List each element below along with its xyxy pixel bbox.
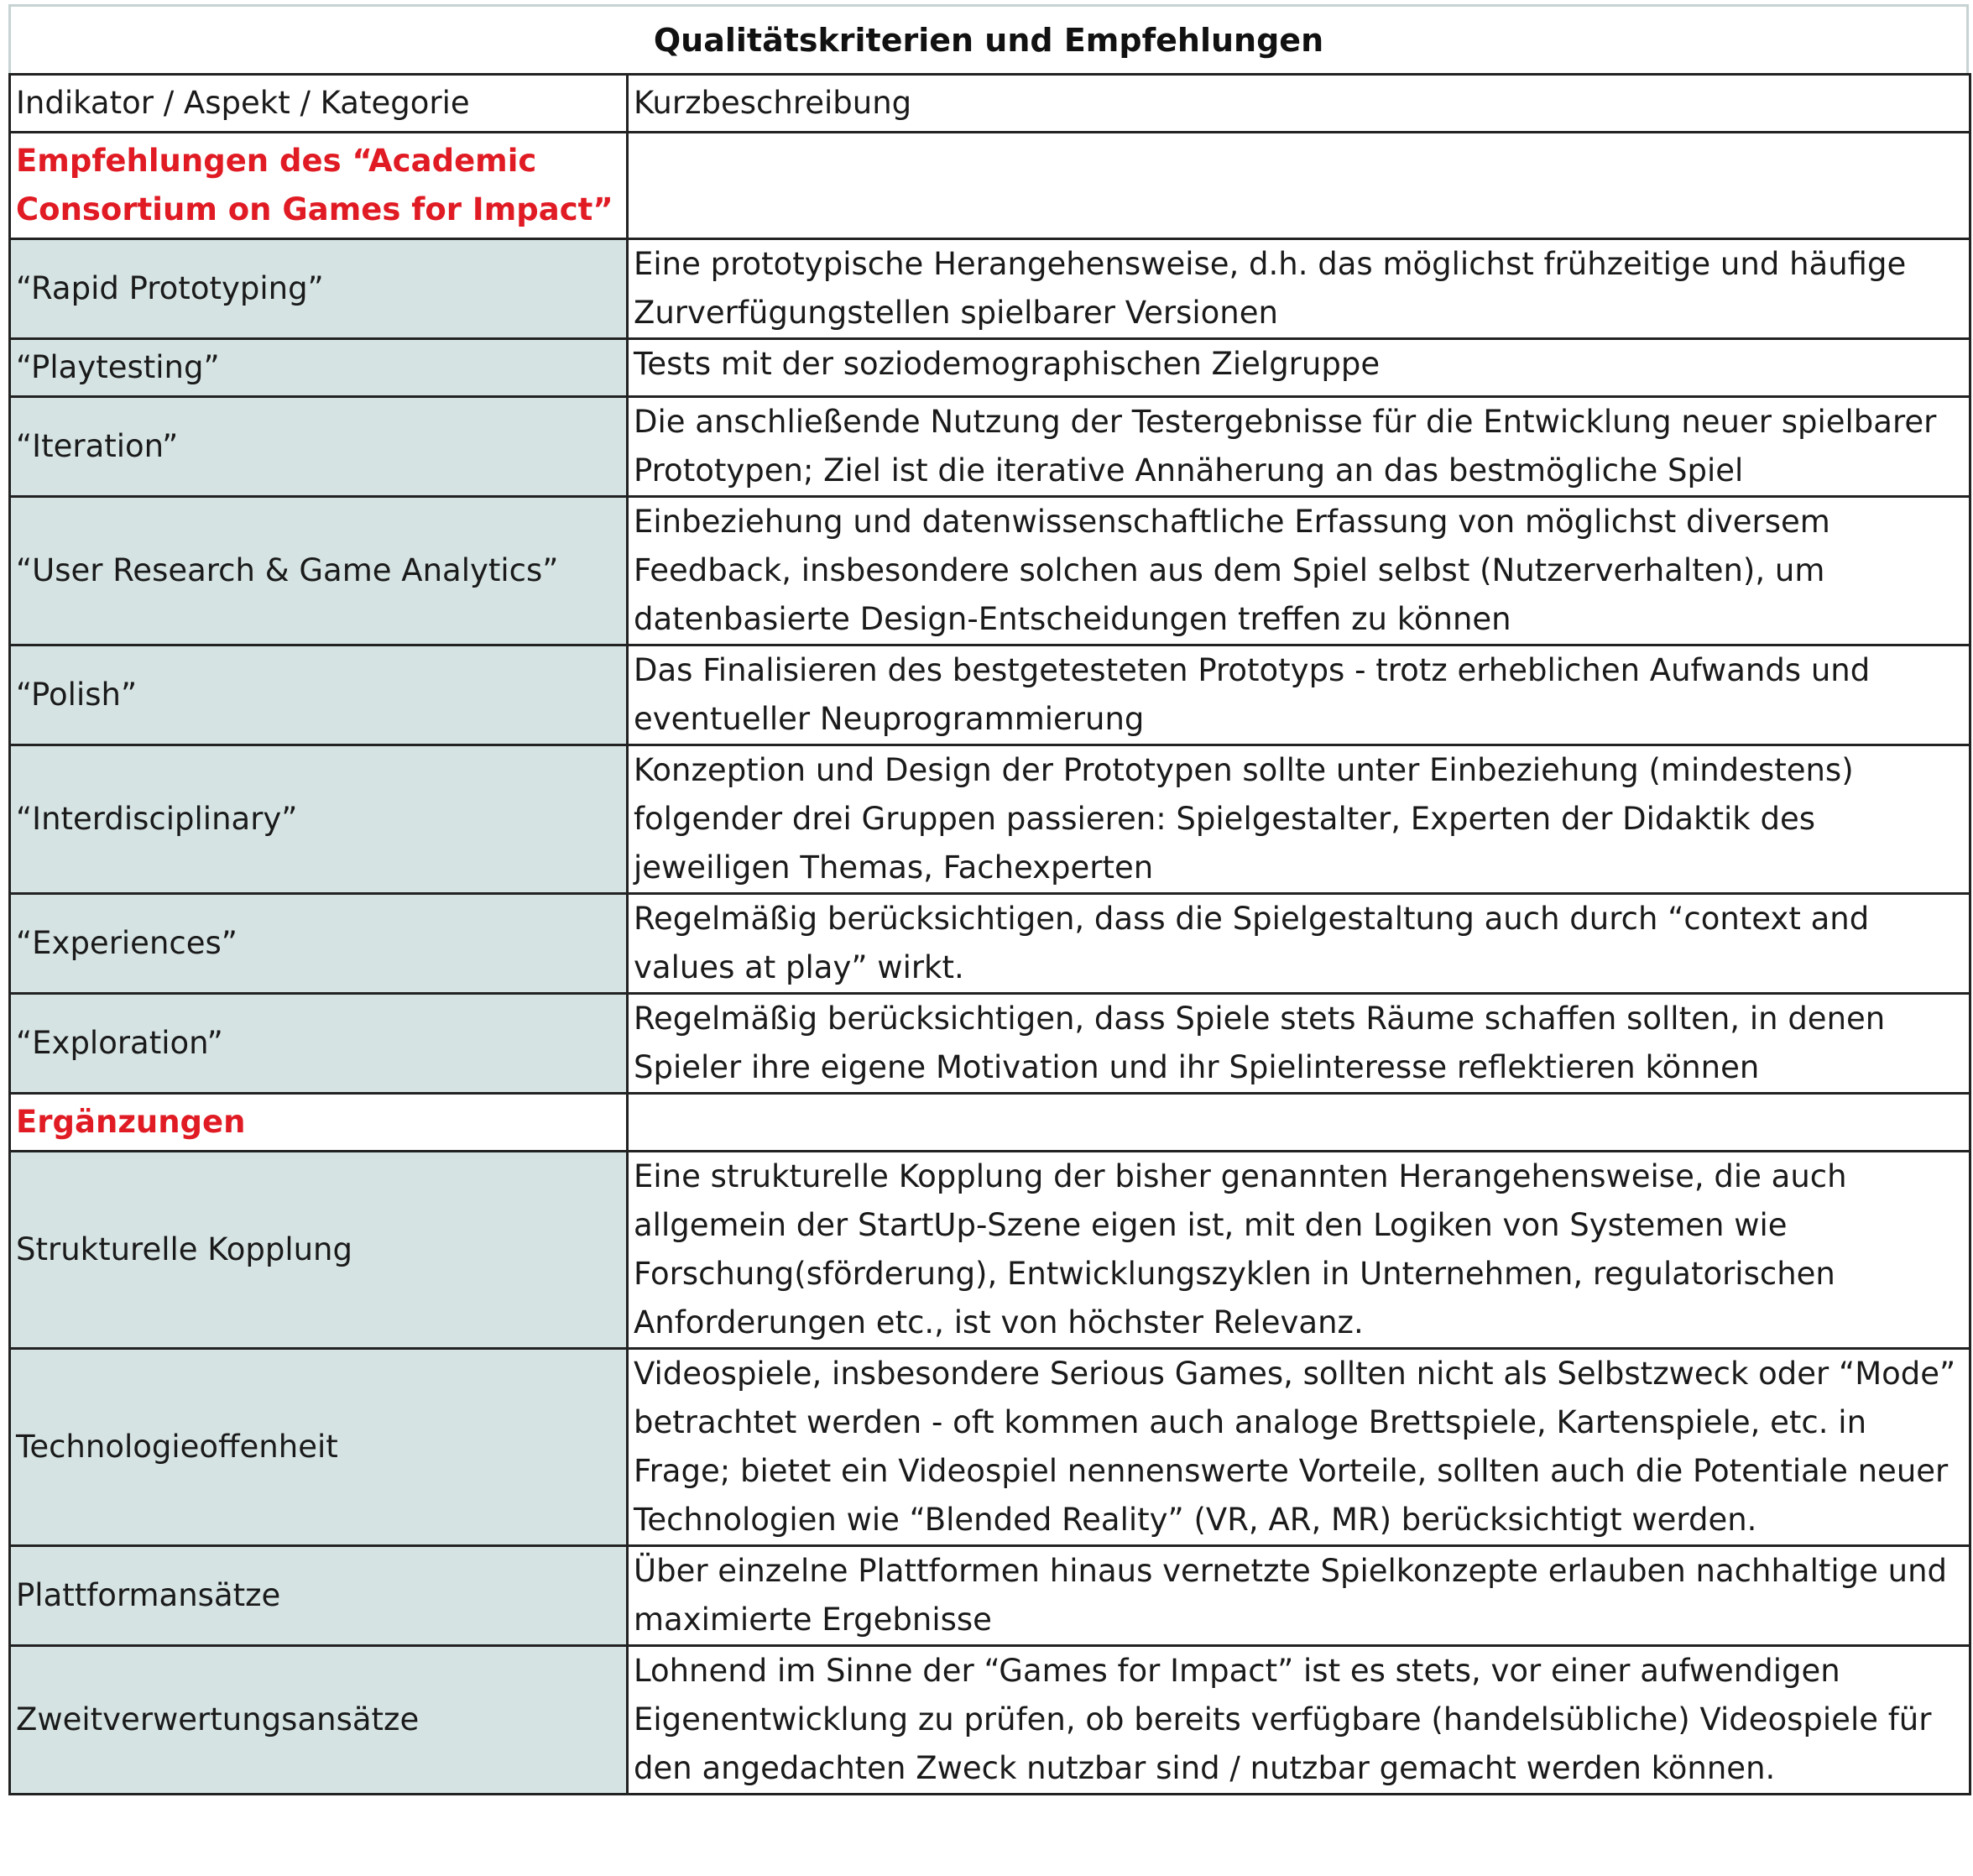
section-row (10, 133, 1970, 239)
table-row (10, 397, 1970, 497)
table-title: Qualitätskriterien und Empfehlungen (8, 4, 1969, 73)
header-indicator: Indikator / Aspekt / Kategorie (10, 75, 628, 133)
row-label: “Iteration” (10, 397, 628, 497)
row-description: Videospiele, insbesondere Serious Games, sollten nicht als Selbstzweck oder “Mode” betrachtet werden - oft kommen auch analoge Brettspiele, Kartenspiele, etc. in Frage; bietet ein Videospiel nennenswerte Vorteile, sollten auch die Potentiale neuer Technologien wie “Blended Reality” (VR, AR, MR) berücksichtigt werden. (628, 1349, 1970, 1546)
table-row (10, 894, 1970, 994)
row-label: Zweitverwertungsansätze (10, 1646, 628, 1795)
row-description: Eine strukturelle Kopplung der bisher genannten Herangehensweise, die auch allgemein der StartUp-Szene eigen ist, mit den Logiken von Systemen wie Forschung(sförderung), Entwicklungszyklen in Unternehmen, regulatorischen Anforderungen etc., ist von höchster Relevanz. (628, 1152, 1970, 1349)
row-description: Über einzelne Plattformen hinaus vernetzte Spielkonzepte erlauben nachhaltige und maximierte Ergebnisse (628, 1546, 1970, 1646)
table-header-row (10, 75, 1970, 133)
table-row (10, 1152, 1970, 1349)
row-description: Eine prototypische Herangehensweise, d.h. das möglichst frühzeitige und häufige Zurverfügungstellen spielbarer Versionen (628, 239, 1970, 339)
table-row (10, 1546, 1970, 1646)
row-label: “User Research & Game Analytics” (10, 497, 628, 645)
row-label: Technologieoffenheit (10, 1349, 628, 1546)
table-row (10, 645, 1970, 745)
row-label: “Experiences” (10, 894, 628, 994)
row-label: Strukturelle Kopplung (10, 1152, 628, 1349)
table-row (10, 1349, 1970, 1546)
row-description: Lohnend im Sinne der “Games for Impact” ist es stets, vor einer aufwendigen Eigenentwicklung zu prüfen, ob bereits verfügbare (handelsübliche) Videospiele für den angedachten Zweck nutzbar sind / nutzbar gemacht werden können. (628, 1646, 1970, 1795)
row-label: “Polish” (10, 645, 628, 745)
table-row (10, 994, 1970, 1094)
section-heading: Empfehlungen des “Academic Consortium on Games for Impact” (10, 133, 628, 239)
row-description (628, 133, 1970, 239)
table-row (10, 1646, 1970, 1795)
document-page (8, 4, 1969, 1795)
criteria-table (8, 73, 1971, 1795)
table-row (10, 339, 1970, 397)
row-description (628, 1094, 1970, 1152)
table-row (10, 745, 1970, 894)
section-row (10, 1094, 1970, 1152)
section-heading: Ergänzungen (10, 1094, 628, 1152)
row-description: Regelmäßig berücksichtigen, dass die Spielgestaltung auch durch “context and values at play” wirkt. (628, 894, 1970, 994)
table-row (10, 497, 1970, 645)
row-description: Das Finalisieren des bestgetesteten Prototyps - trotz erheblichen Aufwands und eventueller Neuprogrammierung (628, 645, 1970, 745)
row-label: Plattformansätze (10, 1546, 628, 1646)
header-description: Kurzbeschreibung (628, 75, 1970, 133)
row-description: Die anschließende Nutzung der Testergebnisse für die Entwicklung neuer spielbarer Prototypen; Ziel ist die iterative Annäherung an das bestmögliche Spiel (628, 397, 1970, 497)
row-label: “Rapid Prototyping” (10, 239, 628, 339)
row-label: “Playtesting” (10, 339, 628, 397)
table-row (10, 239, 1970, 339)
row-description: Tests mit der soziodemographischen Zielgruppe (628, 339, 1970, 397)
row-description: Konzeption und Design der Prototypen sollte unter Einbeziehung (mindestens) folgender drei Gruppen passieren: Spielgestalter, Experten der Didaktik des jeweiligen Themas, Fachexperten (628, 745, 1970, 894)
row-description: Regelmäßig berücksichtigen, dass Spiele stets Räume schaffen sollten, in denen Spieler ihre eigene Motivation und ihr Spielinteresse reflektieren können (628, 994, 1970, 1094)
row-description: Einbeziehung und datenwissenschaftliche Erfassung von möglichst diversem Feedback, insbesondere solchen aus dem Spiel selbst (Nutzerverhalten), um datenbasierte Design-Entscheidungen treffen zu können (628, 497, 1970, 645)
row-label: “Interdisciplinary” (10, 745, 628, 894)
row-label: “Exploration” (10, 994, 628, 1094)
